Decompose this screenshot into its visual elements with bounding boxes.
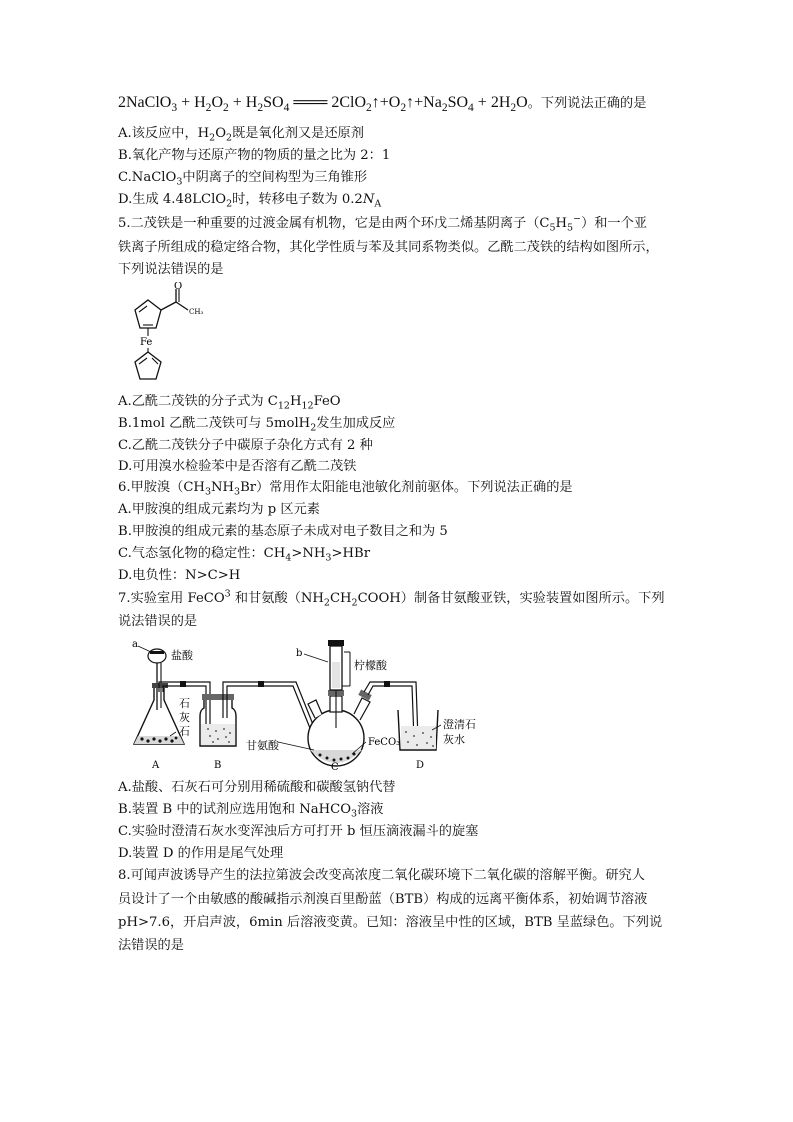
q7-option-a: A.盐酸、石灰石可分别用稀硫酸和碳酸氢钠代替 — [118, 780, 396, 795]
q4-equation: 2NaClO$_3$ + $H_2O_2 + H_2SO_4$ ═══ $2ClO_2↑+O_2↑+Na_2SO_4 + 2H_2O$。下列说法正确的是 — [118, 94, 647, 115]
carbonyl-oxygen-label: O — [174, 282, 183, 292]
limestone-label-3: 石 — [179, 725, 190, 738]
q8-stem-line1: 8.可闻声波诱导产生的法拉第波会改变高浓度二氧化碳环境下二氧化碳的溶解平衡。研究人 — [118, 868, 645, 883]
q7-option-c: C.实验时澄清石灰水变浑浊后方可打开 b 恒压滴液漏斗的旋塞 — [118, 824, 479, 839]
q7-option-b: B.装置 B 中的试剂应选用饱和 NaHCO$_3$溶液 — [118, 802, 384, 820]
caption-c: C — [331, 762, 339, 773]
q4-option-b: B.氧化产物与还原产物的物质的量之比为 2：1 — [118, 148, 391, 163]
limewater-label-1: 澄清石 — [443, 718, 476, 731]
q4-option-d: D.生成 4.48LClO$_2$时，转移电子数为 $0.2N_A$ — [118, 192, 382, 210]
hcl-label: 盐酸 — [171, 649, 193, 662]
q7-stem-line1: 7.实验室用 FeCO$^3$ 和甘氨酸$(NH_2CH_2COOH)$制备甘氨酸亚铁，实验装置如图所示。下列 — [118, 588, 665, 609]
q5-stem-line1: 5.二茂铁是一种重要的过渡金属有机物，它是由两个环戊二烯基阴离子$(C_5H_5^-)$和一个亚 — [118, 213, 647, 234]
citric-acid-label: 柠檬酸 — [354, 659, 387, 672]
q8-stem-line2: 员设计了一个由敏感的酸碱指示剂溴百里酚蓝（BTB）构成的远离平衡体系，初始调节溶液 — [118, 892, 648, 907]
apparatus-c — [246, 640, 400, 773]
q8-stem-line4: 法错误的是 — [118, 938, 184, 953]
apparatus-d — [398, 710, 476, 771]
q7-stem-line2: 说法错误的是 — [118, 614, 198, 629]
q4-option-c: C.NaClO$_3$中阴离子的空间构型为三角锥形 — [118, 170, 368, 188]
caption-d: D — [416, 760, 425, 771]
acetylferrocene-structure — [118, 282, 228, 387]
label-b: b — [296, 648, 303, 659]
apparatus-b — [200, 694, 236, 771]
caption-a: A — [152, 760, 160, 771]
q5-option-d: D.可用溴水检验苯中是否溶有乙酰二茂铁 — [118, 459, 357, 474]
q5-option-c: C.乙酰二茂铁分子中碳原子杂化方式有 2 种 — [118, 438, 373, 453]
q4-option-a: A.该反应中，$H_2O_2$既是氧化剂又是还原剂 — [118, 126, 364, 144]
q8-stem-line3: pH>7.6，开启声波，6min 后溶液变黄。已知：溶液呈中性的区域，BTB 呈蓝绿色。下列说 — [118, 915, 663, 930]
label-a: a — [132, 639, 138, 650]
apparatus-a — [132, 639, 194, 771]
q5-option-b: B.1mol 乙酰二茂铁可与 5molH$_2$发生加成反应 — [118, 416, 396, 434]
apparatus-diagram — [118, 632, 480, 774]
q7-option-d: D.装置 D 的作用是尾气处理 — [118, 846, 284, 861]
caption-b: B — [214, 760, 222, 771]
methyl-label: CH₃ — [189, 308, 204, 316]
feco3-label: FeCO₃ — [368, 737, 401, 748]
limewater-label-2: 灰水 — [443, 733, 465, 746]
q5-option-a: A.乙酰二茂铁的分子式为 $C_{12}H_{12}FeO$ — [118, 394, 341, 412]
q5-stem-line2: 铁离子所组成的稳定络合物，其化学性质与苯及其同系物类似。乙酰二茂铁的结构如图所示， — [118, 240, 659, 255]
q5-stem-line3: 下列说法错误的是 — [118, 262, 224, 277]
q6-option-a: A.甲胺溴的组成元素均为 p 区元素 — [118, 502, 320, 517]
q6-option-d: D.电负性：N>C>H — [118, 568, 241, 583]
iron-label: Fe — [140, 337, 153, 348]
q6-option-b: B.甲胺溴的组成元素的基态原子未成对电子数目之和为 5 — [118, 524, 448, 539]
glycine-label: 甘氨酸 — [246, 739, 279, 752]
q6-option-c: C.气态氢化物的稳定性：$CH_4>NH_3>HBr$ — [118, 546, 371, 564]
limestone-label-2: 灰 — [179, 711, 190, 724]
limestone-label-1: 石 — [179, 697, 190, 710]
q6-stem: 6.甲胺溴$(CH_3NH_3Br)$常用作太阳能电池敏化剂前驱体。下列说法正确的是 — [118, 480, 573, 498]
